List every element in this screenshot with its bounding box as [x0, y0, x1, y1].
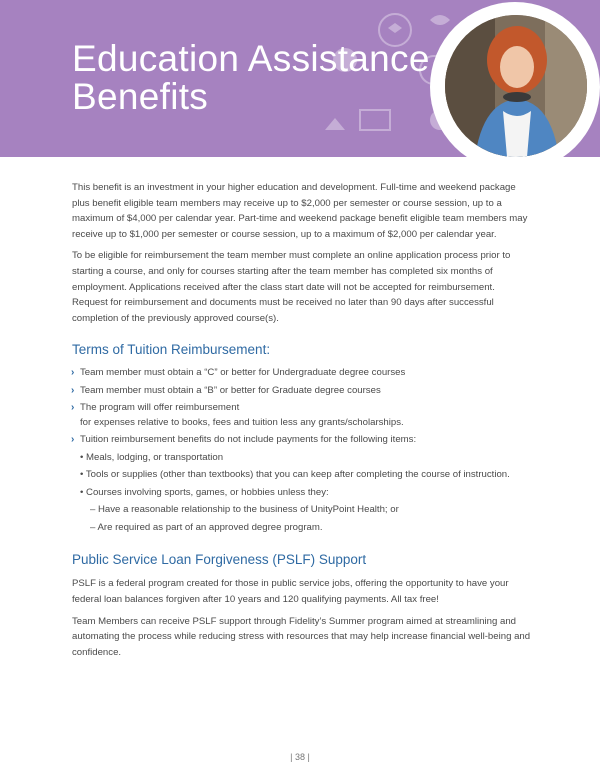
pslf-paragraph-2: Team Members can receive PSLF support through Fidelity’s Summer program aimed at streamlining and automating the process while reducing stress with resources that may help increase financial well-being and confidence. [72, 615, 531, 658]
title-line-1: Education Assistance [72, 38, 430, 79]
exclusion-subitem: – Are required as part of an approved degree program. [90, 521, 323, 533]
terms-heading: Terms of Tuition Reimbursement: [72, 342, 271, 358]
terms-item: › Tuition reimbursement benefits do not include payments for the following items: [72, 433, 532, 448]
exclusion-item: • Courses involving sports, games, or hobbies unless they: [80, 486, 329, 498]
exclusion-subitem: – Have a reasonable relationship to the business of UnityPoint Health; or [90, 504, 399, 516]
exclusion-item: • Tools or supplies (other than textbooks) that you can keep after completing the course of instruction. [80, 469, 510, 481]
title-line-2: Benefits [72, 76, 209, 117]
terms-item: › The program will offer reimbursement [72, 401, 532, 416]
chevron-right-icon: › [71, 434, 75, 446]
terms-item: › Team member must obtain a “C” or better for Undergraduate degree courses [72, 366, 532, 381]
student-photo [445, 15, 587, 157]
page-number: | 38 | [290, 752, 310, 762]
chevron-right-icon: › [71, 384, 75, 396]
terms-item-continuation: for expenses relative to books, fees and tuition less any grants/scholarships. [80, 416, 404, 428]
intro-paragraph-2: To be eligible for reimbursement the team member must complete an online application process prior to starting a course, and only for courses starting after the team member has completed six months of employment. Applications received after the class start date will not be accepted for reimbursement. Request for reimbursement and documents must be received no later than 90 days after successful completion of the previously approved course(s). [72, 250, 511, 324]
intro-paragraph-1: This benefit is an investment in your higher education and development. Full-time and weekend package plus benefit eligible team members may receive up to $2,000 per semester or course session, up to a maximum of $4,000 per calendar year. Part-time and weekend package benefit eligible team members may receive up to $1,000 per semester or course session, up to a maximum of $2,000 per calendar year. [72, 182, 528, 240]
chevron-right-icon: › [71, 367, 75, 379]
terms-item: › Team member must obtain a “B” or better for Graduate degree courses [72, 384, 532, 399]
pslf-paragraph-1: PSLF is a federal program created for those in public service jobs, offering the opportunity to have your federal loan balances forgiven after 10 years and 120 qualifying payments. All tax free! [72, 578, 509, 605]
main-content [72, 180, 532, 666]
page-title [72, 40, 430, 116]
chevron-right-icon: › [71, 402, 75, 414]
pslf-heading: Public Service Loan Forgiveness (PSLF) Support [72, 552, 367, 568]
terms-list [72, 366, 532, 535]
exclusion-item: • Meals, lodging, or transportation [80, 451, 224, 463]
